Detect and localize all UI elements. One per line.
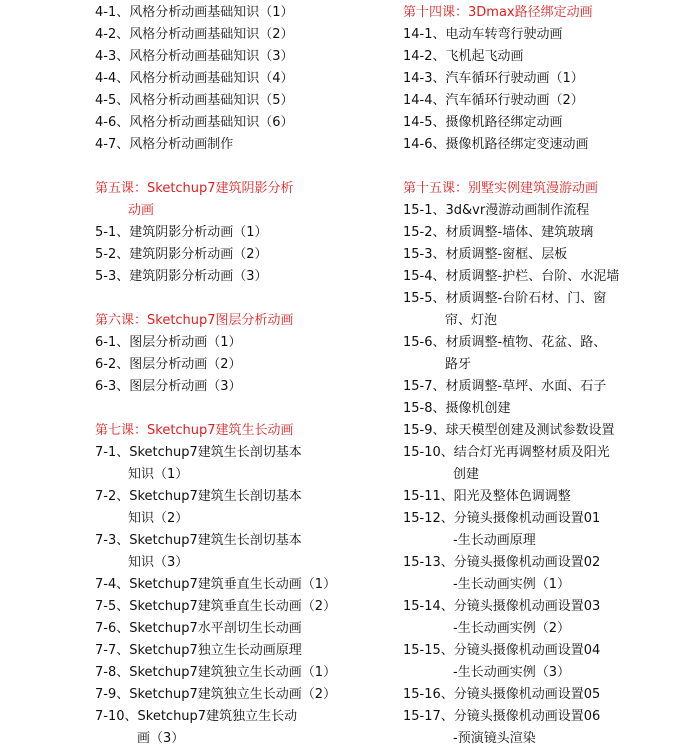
lesson-heading: 第五课：Sketchup7建筑阴影分析 [95,181,294,196]
lesson-heading: 第十五课：别墅实例建筑漫游动画 [403,181,599,196]
lesson-item: 4-3、风格分析动画基础知识（3） [95,49,294,64]
lesson-item: 知识（3） [128,555,189,570]
lesson-item: 14-2、飞机起飞动画 [403,49,524,64]
section-spacer [95,398,365,420]
lesson-item: 7-4、Sketchup7建筑垂直生长动画（1） [95,577,337,592]
lesson-item: 7-10、Sketchup7建筑独立生长动 [95,709,298,724]
lesson-item: 6-1、图层分析动画（1） [95,335,242,350]
lesson-item: 5-3、建筑阴影分析动画（3） [95,269,268,284]
lesson-item: 6-3、图层分析动画（3） [95,379,242,394]
lesson-item: 6-2、图层分析动画（2） [95,357,242,372]
lesson-item: 14-1、电动车转弯行驶动画 [403,27,563,42]
lesson-item: 15-12、分镜头摄像机动画设置01 [403,511,601,526]
lesson-heading: 第七课：Sketchup7建筑生长动画 [95,423,294,438]
left-course-column [95,2,365,750]
lesson-item: 15-1、3d&vr漫游动画制作流程 [403,203,590,218]
lesson-item: 15-10、结合灯光再调整材质及阳光 [403,445,610,460]
lesson-item: 14-6、摄像机路径绑定变速动画 [403,137,589,152]
lesson-item: 15-2、材质调整-墙体、建筑玻璃 [403,225,594,240]
lesson-item: -生长动画实例（2） [453,621,570,636]
section-spacer [95,288,365,310]
right-course-column [403,2,693,750]
lesson-item: 4-5、风格分析动画基础知识（5） [95,93,294,108]
lesson-item: 知识（1） [128,467,189,482]
lesson-item: -生长动画原理 [453,533,536,548]
lesson-item: 14-5、摄像机路径绑定动画 [403,115,563,130]
lesson-item: 4-6、风格分析动画基础知识（6） [95,115,294,130]
lesson-item: 7-5、Sketchup7建筑垂直生长动画（2） [95,599,337,614]
lesson-item: 15-7、材质调整-草坪、水面、石子 [403,379,607,394]
lesson-item: 4-7、风格分析动画制作 [95,137,234,152]
lesson-item: 5-1、建筑阴影分析动画（1） [95,225,268,240]
lesson-item: -生长动画实例（3） [453,665,570,680]
lesson-heading: 第十四课：3Dmax路径绑定动画 [403,5,593,20]
lesson-item: 知识（2） [128,511,189,526]
lesson-item: 7-9、Sketchup7建筑独立生长动画（2） [95,687,337,702]
lesson-item: 14-3、汽车循环行驶动画（1） [403,71,584,86]
lesson-item: 7-1、Sketchup7建筑生长剖切基本 [95,445,302,460]
lesson-item: 15-17、分镜头摄像机动画设置06 [403,709,601,724]
lesson-item: 创建 [453,467,480,482]
lesson-item: 4-4、风格分析动画基础知识（4） [95,71,294,86]
lesson-item: 7-3、Sketchup7建筑生长剖切基本 [95,533,302,548]
lesson-item: 4-1、风格分析动画基础知识（1） [95,5,294,20]
lesson-item: 15-16、分镜头摄像机动画设置05 [403,687,601,702]
lesson-item: -预演镜头渲染 [453,731,536,746]
lesson-item: 帘、灯泡 [445,313,498,328]
lesson-item: 15-14、分镜头摄像机动画设置03 [403,599,601,614]
lesson-item: 15-5、材质调整-台阶石材、门、窗 [403,291,607,306]
lesson-item: 15-13、分镜头摄像机动画设置02 [403,555,601,570]
lesson-item: 15-15、分镜头摄像机动画设置04 [403,643,601,658]
lesson-item: 15-11、阳光及整体色调调整 [403,489,571,504]
lesson-item: 15-4、材质调整-护栏、台阶、水泥墙 [403,269,620,284]
lesson-item: 15-6、材质调整-植物、花盆、路、 [403,335,607,350]
lesson-item: -生长动画实例（1） [453,577,570,592]
lesson-item: 15-9、球天模型创建及测试参数设置 [403,423,615,438]
lesson-heading: 第六课：Sketchup7图层分析动画 [95,313,294,328]
lesson-item: 14-4、汽车循环行驶动画（2） [403,93,584,108]
lesson-item: 5-2、建筑阴影分析动画（2） [95,247,268,262]
lesson-heading: 动画 [128,203,155,218]
lesson-item: 7-7、Sketchup7独立生长动画原理 [95,643,302,658]
lesson-item: 路牙 [445,357,472,372]
section-spacer [403,156,693,178]
lesson-item: 15-3、材质调整-窗框、层板 [403,247,568,262]
lesson-item: 4-2、风格分析动画基础知识（2） [95,27,294,42]
lesson-item: 7-2、Sketchup7建筑生长剖切基本 [95,489,302,504]
lesson-item: 15-8、摄像机创建 [403,401,511,416]
lesson-item: 7-6、Sketchup7水平剖切生长动画 [95,621,302,636]
section-spacer [95,156,365,178]
lesson-item: 7-8、Sketchup7建筑独立生长动画（1） [95,665,337,680]
lesson-item: 画（3） [137,731,185,746]
